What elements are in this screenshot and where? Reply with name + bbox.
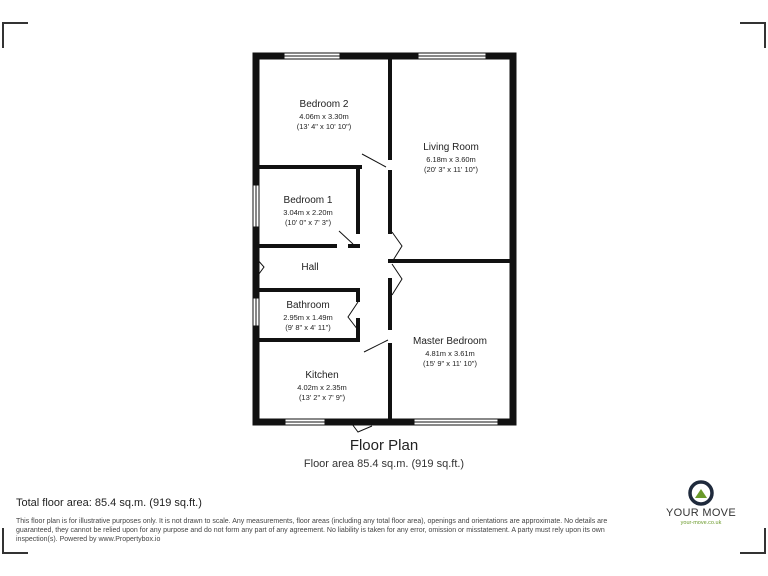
room-dim-metric-master-bedroom: 4.81m x 3.61m bbox=[425, 349, 475, 358]
room-label-living-room: Living Room bbox=[423, 142, 479, 153]
room-dim-metric-bedroom-2: 4.06m x 3.30m bbox=[299, 112, 349, 121]
room-labels bbox=[283, 99, 487, 402]
door-master-bedroom bbox=[392, 264, 402, 295]
total-floor-area: Total floor area: 85.4 sq.m. (919 sq.ft.) bbox=[16, 497, 202, 509]
disclaimer-text: This floor plan is for illustrative purposes only. It is not drawn to scale. Any measurements, floor areas (including any total floor area), openings and orientations are approximate. No details are guaranteed, they cannot be relied upon for any purpose and do not form any part of any agreement. No liability is taken for any error, omission or misstatement. A party must rely upon its own inspection(s). Powered by www.Propertybox.io bbox=[16, 518, 608, 543]
house-pin-icon bbox=[688, 480, 714, 506]
room-dim-imperial-kitchen: (13' 2" x 7' 9") bbox=[298, 393, 346, 402]
room-dim-imperial-living-room: (20' 3" x 11' 10") bbox=[424, 165, 478, 174]
room-dim-metric-living-room: 6.18m x 3.60m bbox=[426, 155, 476, 164]
room-dim-metric-bedroom-1: 3.04m x 2.20m bbox=[283, 208, 333, 217]
brand-logo bbox=[656, 480, 746, 530]
plan-title: Floor Plan bbox=[349, 437, 419, 454]
room-dim-imperial-bedroom-1: (10' 0" x 7' 3") bbox=[284, 218, 332, 227]
brand-website: your-move.co.uk bbox=[680, 520, 722, 526]
room-label-kitchen: Kitchen bbox=[305, 370, 339, 381]
door-living-room bbox=[392, 232, 402, 262]
room-label-bedroom-1: Bedroom 1 bbox=[283, 195, 333, 206]
room-label-master-bedroom: Master Bedroom bbox=[413, 336, 487, 347]
door-bedroom-1 bbox=[339, 231, 353, 244]
room-label-bathroom: Bathroom bbox=[286, 300, 330, 311]
room-dim-imperial-master-bedroom: (15' 9" x 11' 10") bbox=[423, 359, 477, 368]
brand-name: YOUR MOVE bbox=[666, 507, 736, 519]
door-bedroom-2 bbox=[362, 154, 386, 167]
plan-floor-area: Floor area 85.4 sq.m. (919 sq.ft.) bbox=[303, 458, 465, 470]
room-dim-metric-bathroom: 2.95m x 1.49m bbox=[283, 313, 333, 322]
room-dim-metric-kitchen: 4.02m x 2.35m bbox=[297, 383, 347, 392]
room-dim-imperial-bedroom-2: (13' 4" x 10' 10") bbox=[296, 122, 352, 131]
room-label-hall: Hall bbox=[301, 262, 319, 273]
windows bbox=[253, 53, 498, 425]
room-dim-imperial-bathroom: (9' 8" x 4' 11") bbox=[285, 323, 331, 332]
door-kitchen bbox=[364, 340, 388, 352]
room-label-bedroom-2: Bedroom 2 bbox=[299, 99, 349, 110]
